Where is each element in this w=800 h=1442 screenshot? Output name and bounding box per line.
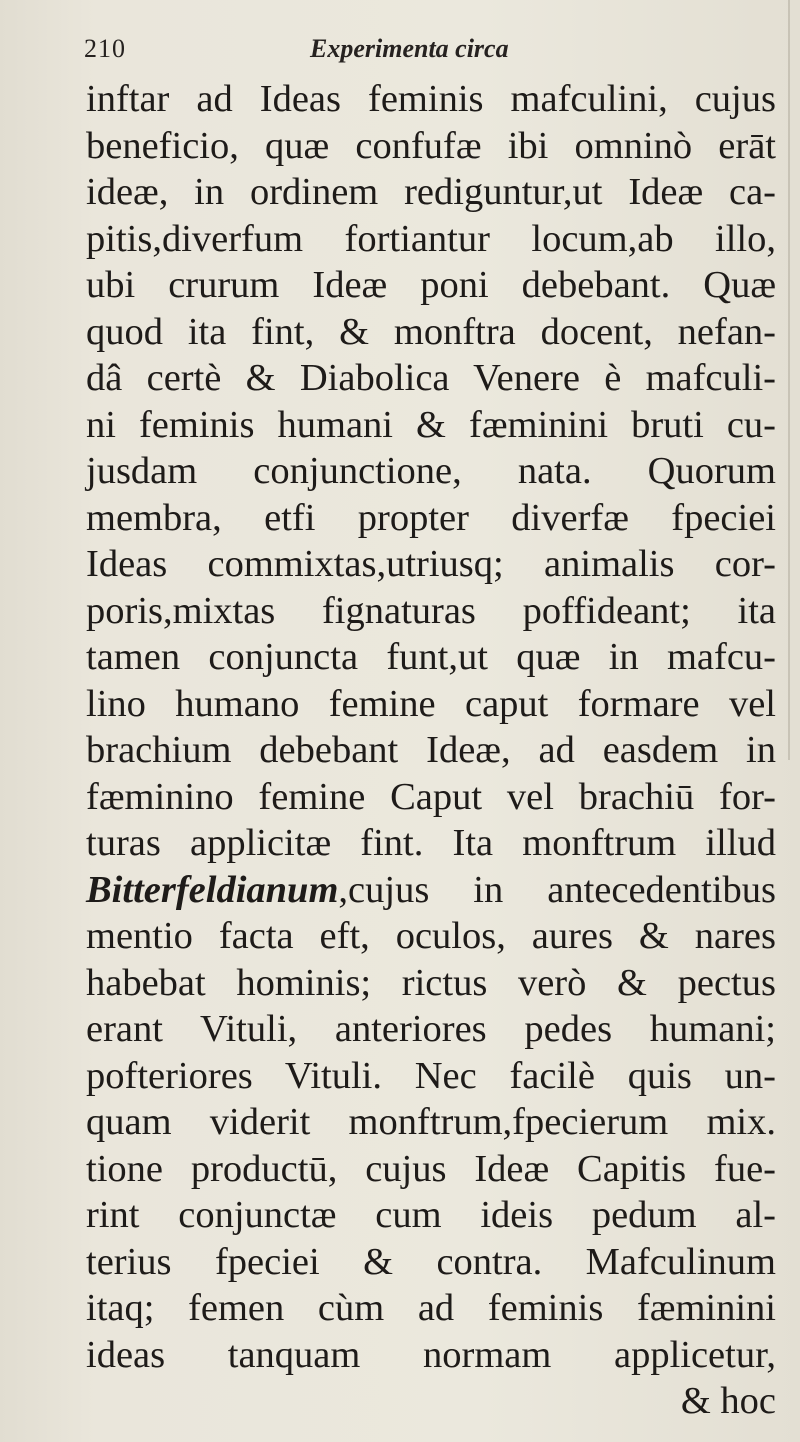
text-line: ubi crurum Ideæ poni debebant. Quæ <box>86 264 776 306</box>
page-number: 210 <box>84 34 126 63</box>
text-line: turas applicitæ fint. Ita monftrum illud <box>86 822 776 864</box>
text-line: mentio facta eft, oculos, aures & nares <box>86 915 776 957</box>
text-line: inftar ad Ideas feminis mafculini, cujus <box>86 78 776 120</box>
text-line: lino humano femine caput formare vel <box>86 682 776 725</box>
text-line: itaq; femen cùm ad feminis fæminini <box>86 1287 776 1329</box>
running-title: Experimenta circa <box>310 34 509 63</box>
catchword: & hoc <box>680 1380 776 1422</box>
page-edge <box>788 0 790 760</box>
text-line: dâ certè & Diabolica Venere è mafculi- <box>86 357 776 399</box>
text-line: quam viderit monftrum,fpecierum mix. <box>86 1101 776 1143</box>
text-line: tamen conjuncta funt,ut quæ in mafcu- <box>86 636 776 678</box>
text-line: brachium debebant Ideæ, ad easdem in <box>86 729 776 771</box>
running-head <box>84 34 684 74</box>
text-line: ideas tanquam normam applicetur, <box>86 1333 776 1376</box>
text-line: terius fpeciei & contra. Mafculinum <box>86 1240 776 1283</box>
text-line: tione productū, cujus Ideæ Capitis fue- <box>86 1147 776 1190</box>
text-line: pitis,diverfum fortiantur locum,ab illo, <box>86 217 776 260</box>
text-line: membra, etfi propter diverfæ fpeciei <box>86 496 776 539</box>
text-line: ideæ, in ordinem rediguntur,ut Ideæ ca- <box>86 171 776 213</box>
text-line: fæminino femine Caput vel brachiū for- <box>86 775 776 818</box>
text-segment: ,cujus in antecedentibus <box>338 868 776 911</box>
text-line: jusdam conjunctione, nata. Quorum <box>86 450 776 492</box>
body-text <box>86 76 776 1425</box>
text-line: poris,mixtas fignaturas poffideant; ita <box>86 589 776 632</box>
text-line: ni feminis humani & fæminini bruti cu- <box>86 403 776 446</box>
italic-name: Bitterfeldianum <box>86 868 339 911</box>
text-line: pofteriores Vituli. Nec facilè quis un- <box>86 1054 776 1097</box>
text-line: habebat hominis; rictus verò & pectus <box>86 961 776 1004</box>
text-line: beneficio, quæ confufæ ibi omninò erāt <box>86 124 776 167</box>
text-line: Ideas commixtas,utriusq; animalis cor- <box>86 543 776 585</box>
text-line: rint conjunctæ cum ideis pedum al- <box>86 1194 776 1236</box>
text-line: erant Vituli, anteriores pedes humani; <box>86 1008 776 1050</box>
text-line-with-italic <box>86 867 776 914</box>
text-line: quod ita fint, & monftra docent, nefan- <box>86 310 776 353</box>
